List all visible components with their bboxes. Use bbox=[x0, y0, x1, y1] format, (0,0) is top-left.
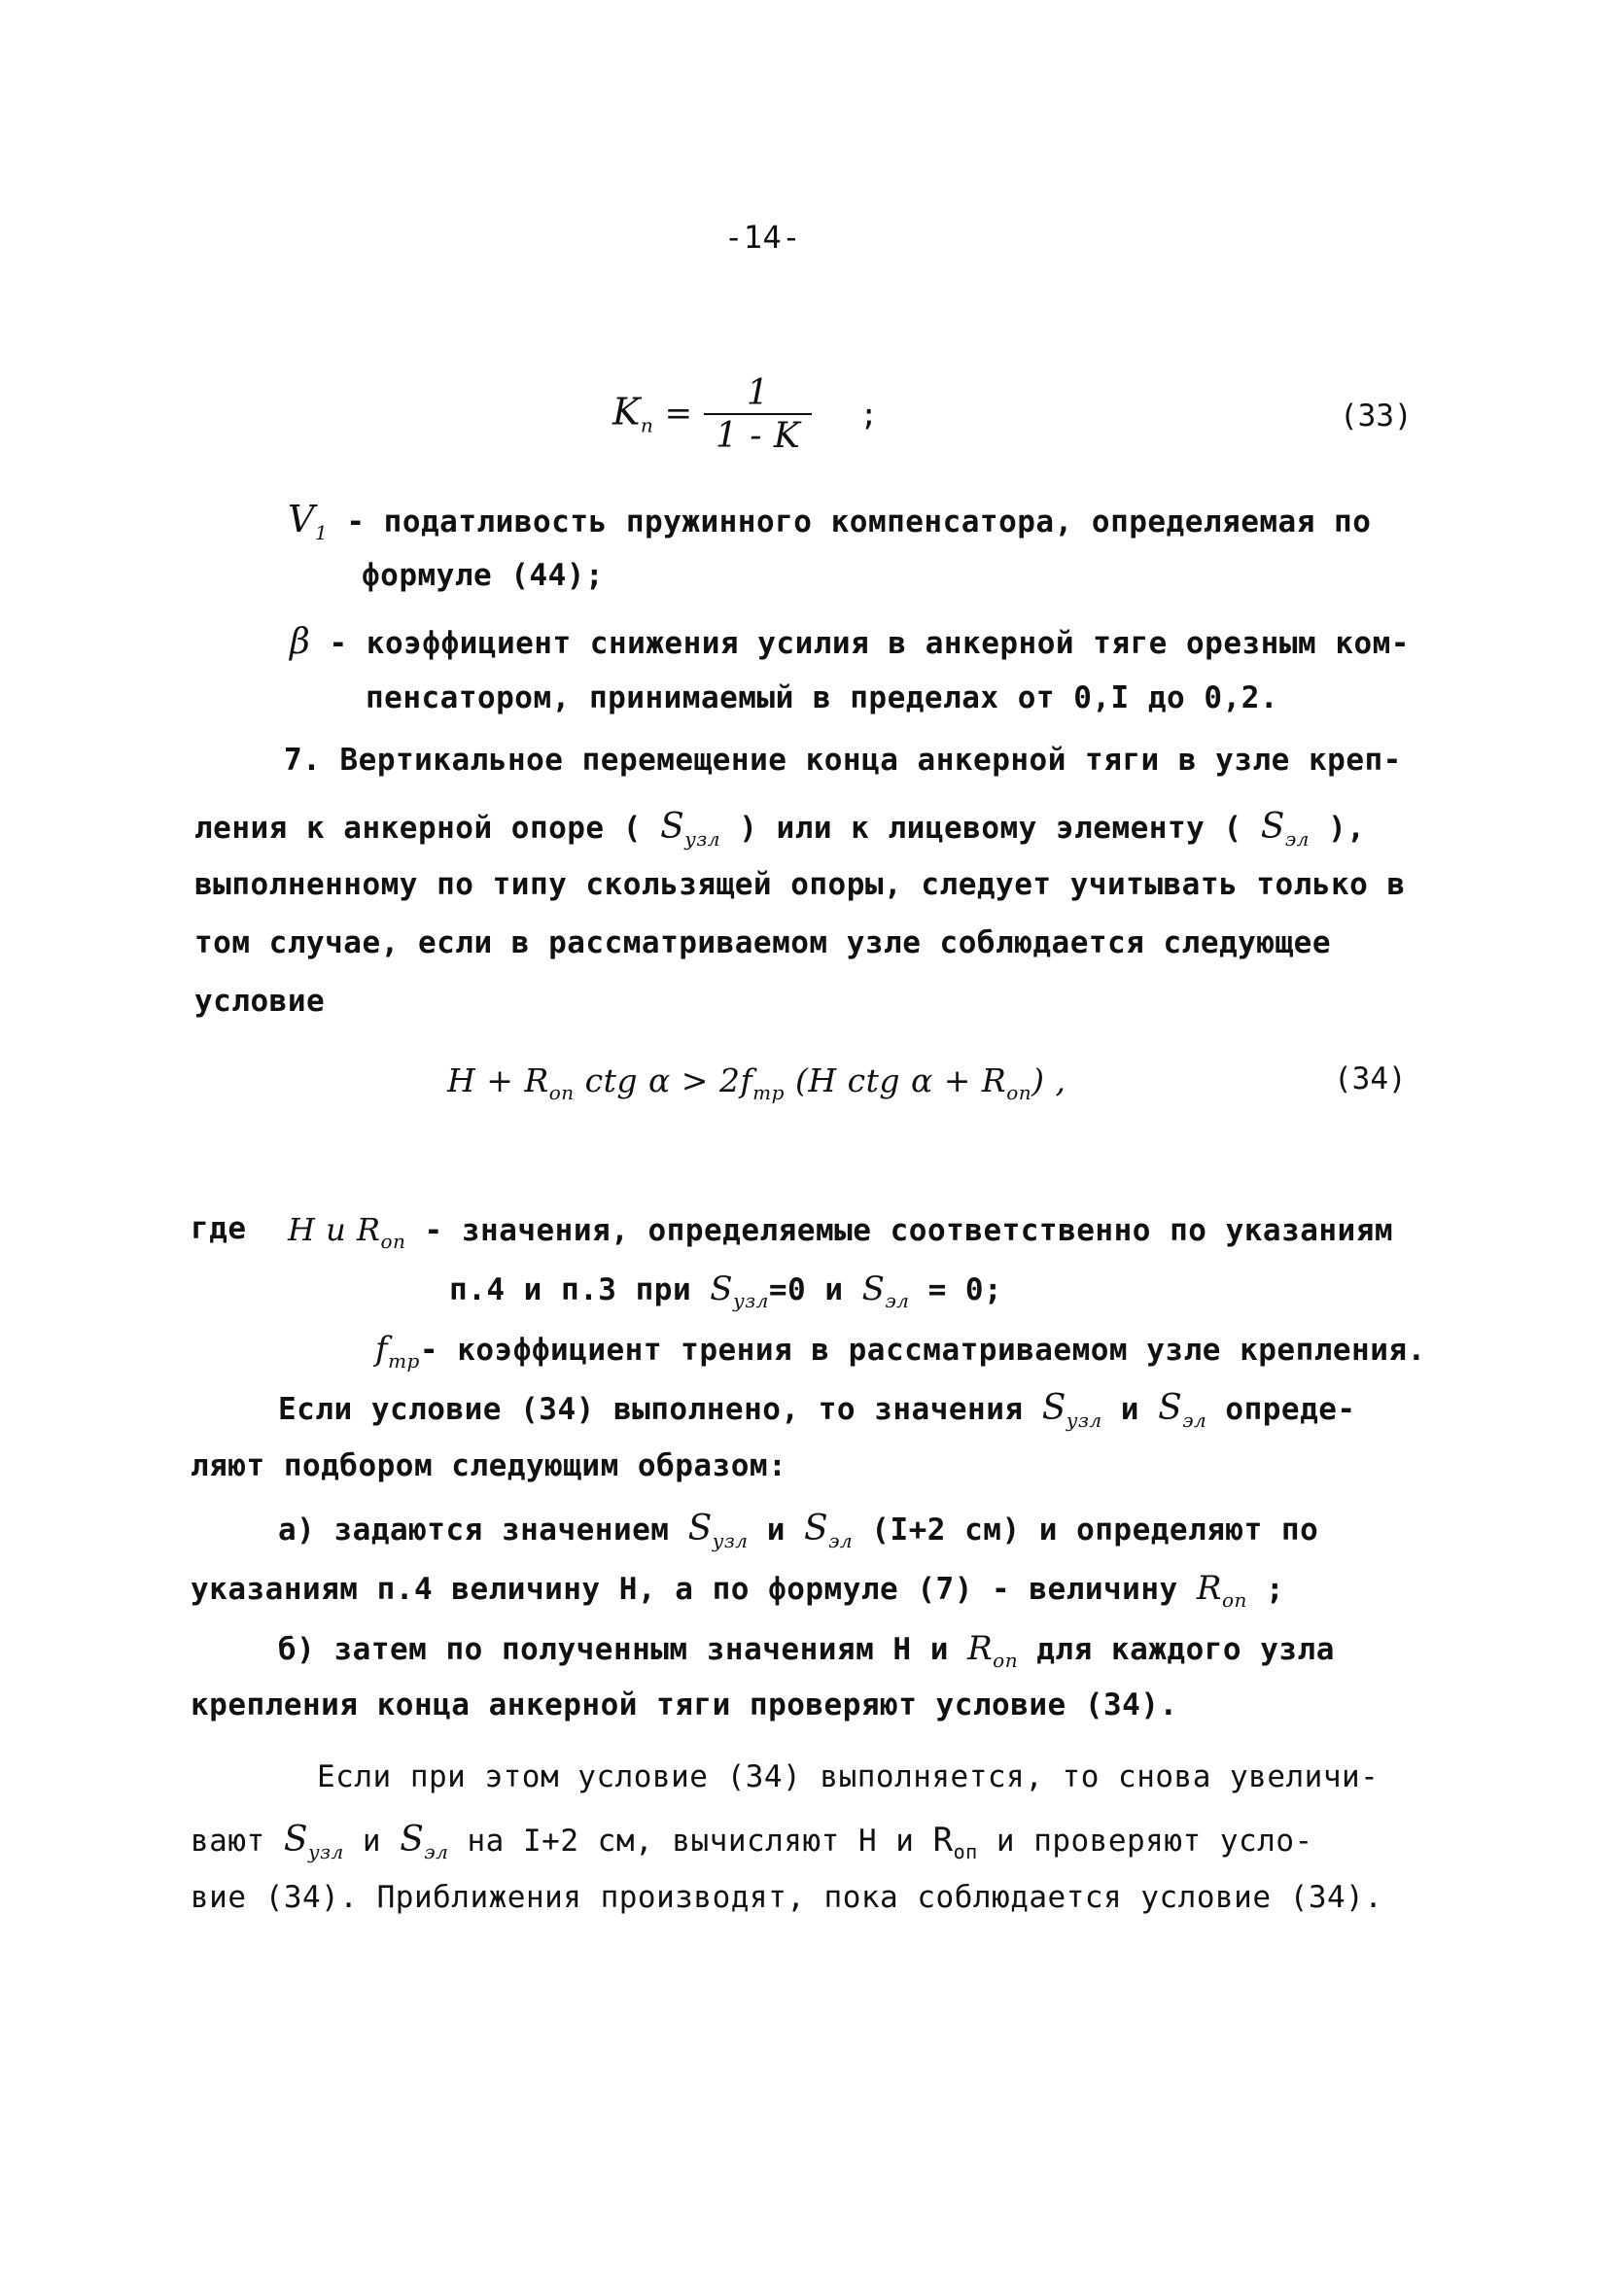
equation-34: $H + R_{оп}$ ctg $\alpha > 2f_{тр}$ (H ctg $\alpha + R_{оп}$) , bbox=[447, 1061, 1066, 1104]
item-b-line1: б) затем по полученным значениям H и $R_{оп}$ для каждого узла bbox=[278, 1629, 1335, 1672]
final-line3: вие (34). Приближения производят, пока соблюдается условие (34). bbox=[191, 1880, 1383, 1915]
item-a-line1: а) задаются значением $S_{узл}$ и $S_{эл}$ (I+2 см) и определяют по bbox=[278, 1509, 1319, 1552]
p7-line4: том случае, если в рассматриваемом узле соблюдается следующее bbox=[194, 925, 1331, 960]
def-v1: $V_1$ - податливость пружинного компенсатора, определяемая по bbox=[288, 498, 1372, 544]
cond-line2: ляют подбором следующим образом: bbox=[191, 1448, 787, 1483]
final-line2: вают $S_{узл}$ и $S_{эл}$ на I+2 см, вычисляют H и $R_{оп}$ и проверяют усло- bbox=[191, 1820, 1313, 1863]
equation-34-label: (34) bbox=[1334, 1061, 1407, 1096]
item-a-line2: указаниям п.4 величину H, а по формуле (7) - величину $R_{оп}$ ; bbox=[191, 1569, 1285, 1612]
where-line1: H и $R_{оп}$ - значения, определяемые соответственно по указаниям bbox=[288, 1211, 1394, 1253]
where-lead: где bbox=[191, 1211, 247, 1246]
def-beta-cont: пенсатором, принимаемый в пределах от 0,I до 0,2. bbox=[366, 680, 1279, 715]
fraction: $\frac{1}{1 - K}$ bbox=[704, 374, 812, 458]
p7-line3: выполненному по типу скользящей опоры, следует учитывать только в bbox=[194, 867, 1406, 902]
p7-line2: ления к анкерной опоре ( $S_{узл}$ ) или к лицевому элементу ( $S_{эл}$ ), bbox=[194, 807, 1366, 851]
equation-33-label: (33) bbox=[1340, 399, 1413, 434]
where-line3: $f_{тр}-$ коэффициент трения в рассматриваемом узле крепления. bbox=[375, 1330, 1426, 1373]
item-b-line2: крепления конца анкерной тяги проверяют условие (34). bbox=[191, 1687, 1178, 1722]
page-number: -14- bbox=[724, 219, 802, 256]
equation-33: $K_п$ = $\frac{1}{1 - K}$ ; bbox=[612, 373, 879, 456]
def-v1-cont: формуле (44); bbox=[362, 558, 605, 593]
where-line2: п.4 и п.3 при $S_{узл}=0$ и $S_{эл} = 0$; bbox=[449, 1270, 1003, 1312]
final-line1: Если при этом условие (34) выполняется, то снова увеличи- bbox=[317, 1759, 1380, 1794]
cond-line1: Если условие (34) выполнено, то значения $S_{узл}$ и $S_{эл}$ опреде- bbox=[278, 1388, 1356, 1432]
p7-line1: 7. Вертикальное перемещение конца анкерной тяги в узле креп- bbox=[284, 743, 1402, 778]
def-beta: β - коэффициент снижения усилия в анкерной тяге орезным ком- bbox=[290, 622, 1410, 662]
p7-line5: условие bbox=[194, 984, 326, 1019]
